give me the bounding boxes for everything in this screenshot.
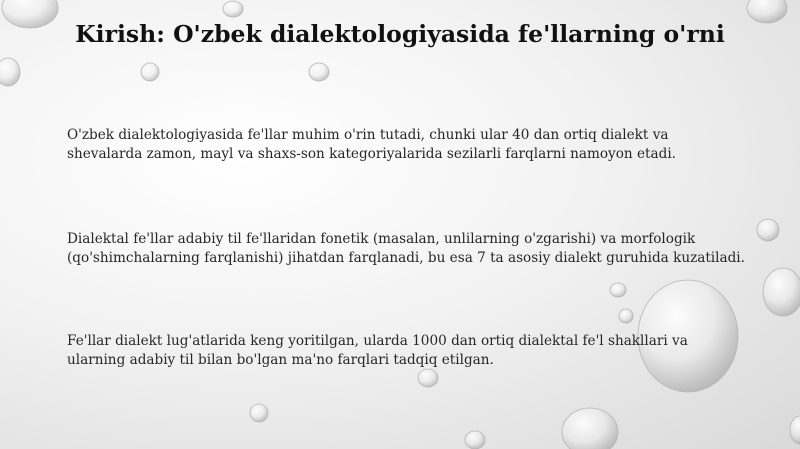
water-drop xyxy=(465,431,485,449)
water-drop xyxy=(141,63,159,81)
slide-title: Kirish: O'zbek dialektologiyasida fe'llarning o'rni xyxy=(75,20,725,48)
water-drop xyxy=(562,408,618,449)
water-drop xyxy=(223,1,243,17)
water-drop xyxy=(250,404,268,422)
water-drop xyxy=(763,268,800,316)
paragraph-1: O'zbek dialektologiyasida fe'llar muhim o'rin tutadi, chunki ular 40 dan ortiq dialekt va shevalarda zamon, mayl va shaxs-son kategoriyalarida sezilarli farqlarni namoyon etadi. xyxy=(67,127,676,162)
paragraph-3: Fe'llar dialekt lug'atlarida keng yoritilgan, ularda 1000 dan ortiq dialektal fe'l shakllari va ularning adabiy til bilan bo'lgan ma'no farqlari tadqiq etilgan. xyxy=(67,333,688,368)
water-drop xyxy=(418,369,438,387)
water-drop xyxy=(619,309,633,323)
water-drop xyxy=(0,58,20,86)
paragraph-2: Dialektal fe'llar adabiy til fe'llaridan fonetik (masalan, unlilarning o'zgarishi) va morfologik (qo'shimchalarning farqlanishi) jihatdan farqlanadi, bu esa 7 ta asosiy dialekt guruhida kuzatiladi. xyxy=(67,231,745,266)
water-drop xyxy=(309,63,329,81)
water-drop xyxy=(790,416,800,444)
water-drop xyxy=(757,219,779,241)
water-drop xyxy=(610,283,626,297)
